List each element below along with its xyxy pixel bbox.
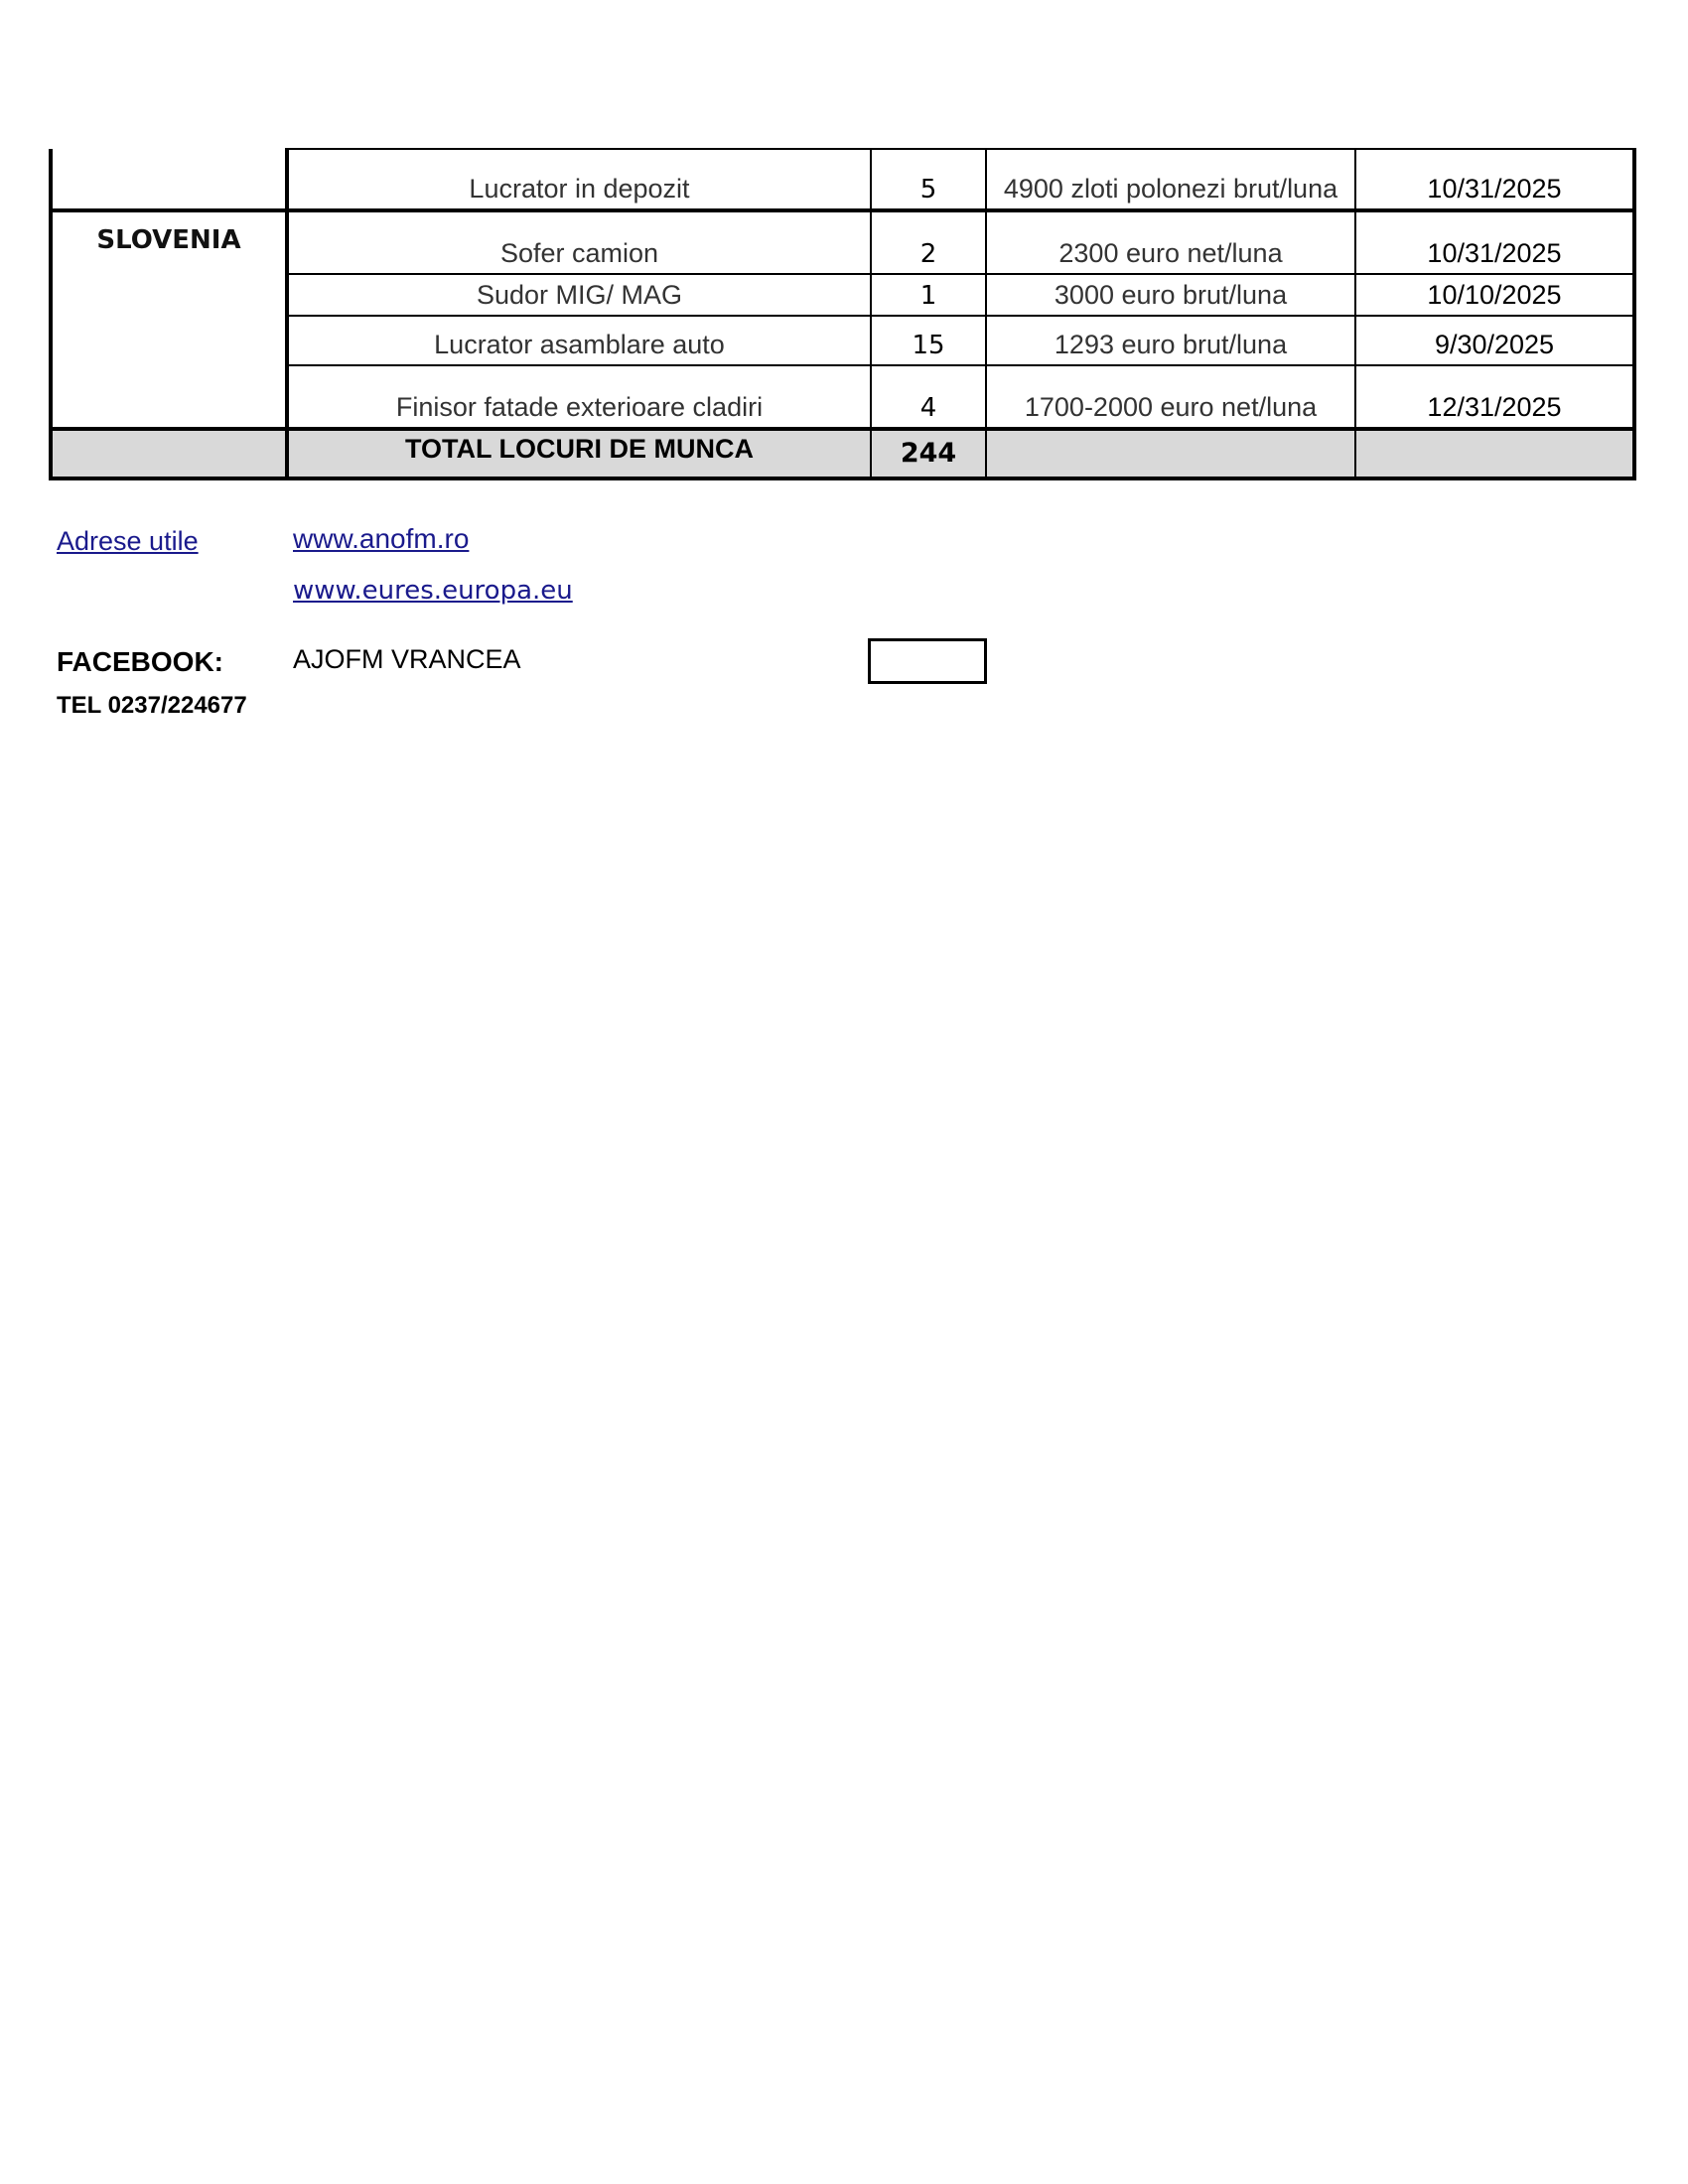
country-cell bbox=[51, 149, 287, 210]
table-row bbox=[51, 274, 1634, 316]
eures-link[interactable]: www.eures.europa.eu bbox=[293, 576, 573, 606]
deadline-cell: 10/31/2025 bbox=[1355, 149, 1634, 210]
useful-addresses-link[interactable]: Adrese utile bbox=[57, 526, 199, 556]
facebook-label: FACEBOOK: bbox=[57, 646, 223, 677]
anofm-link[interactable]: www.anofm.ro bbox=[293, 523, 470, 554]
positions-count-cell: 15 bbox=[871, 316, 986, 365]
salary-cell: 1700-2000 euro net/luna bbox=[986, 365, 1355, 429]
job-title-cell: Lucrator in depozit bbox=[287, 149, 871, 210]
positions-count-cell: 5 bbox=[871, 149, 986, 210]
total-empty-cell bbox=[51, 429, 287, 478]
deadline-cell: 12/31/2025 bbox=[1355, 365, 1634, 429]
table-row bbox=[51, 149, 1634, 210]
job-title-cell: Sofer camion bbox=[287, 210, 871, 274]
total-empty-cell bbox=[986, 429, 1355, 478]
salary-cell: 1293 euro brut/luna bbox=[986, 316, 1355, 365]
total-empty-cell bbox=[1355, 429, 1634, 478]
positions-count-cell: 4 bbox=[871, 365, 986, 429]
jobs-table bbox=[49, 148, 1636, 480]
deadline-cell: 10/31/2025 bbox=[1355, 210, 1634, 274]
total-label: TOTAL LOCURI DE MUNCA bbox=[287, 429, 871, 478]
phone-label: TEL 0237/224677 bbox=[57, 692, 247, 719]
empty-box bbox=[868, 638, 987, 684]
deadline-cell: 10/10/2025 bbox=[1355, 274, 1634, 316]
facebook-page-name: AJOFM VRANCEA bbox=[293, 644, 521, 674]
positions-count-cell: 1 bbox=[871, 274, 986, 316]
deadline-cell: 9/30/2025 bbox=[1355, 316, 1634, 365]
salary-cell: 3000 euro brut/luna bbox=[986, 274, 1355, 316]
positions-count-cell: 2 bbox=[871, 210, 986, 274]
salary-cell: 2300 euro net/luna bbox=[986, 210, 1355, 274]
total-count: 244 bbox=[871, 429, 986, 478]
job-title-cell: Finisor fatade exterioare cladiri bbox=[287, 365, 871, 429]
table-row bbox=[51, 210, 1634, 274]
table-row bbox=[51, 316, 1634, 365]
job-title-cell: Lucrator asamblare auto bbox=[287, 316, 871, 365]
table-row bbox=[51, 365, 1634, 429]
total-row bbox=[51, 429, 1634, 478]
job-title-cell: Sudor MIG/ MAG bbox=[287, 274, 871, 316]
salary-cell: 4900 zloti polonezi brut/luna bbox=[986, 149, 1355, 210]
country-cell-slovenia: SLOVENIA bbox=[51, 210, 287, 429]
